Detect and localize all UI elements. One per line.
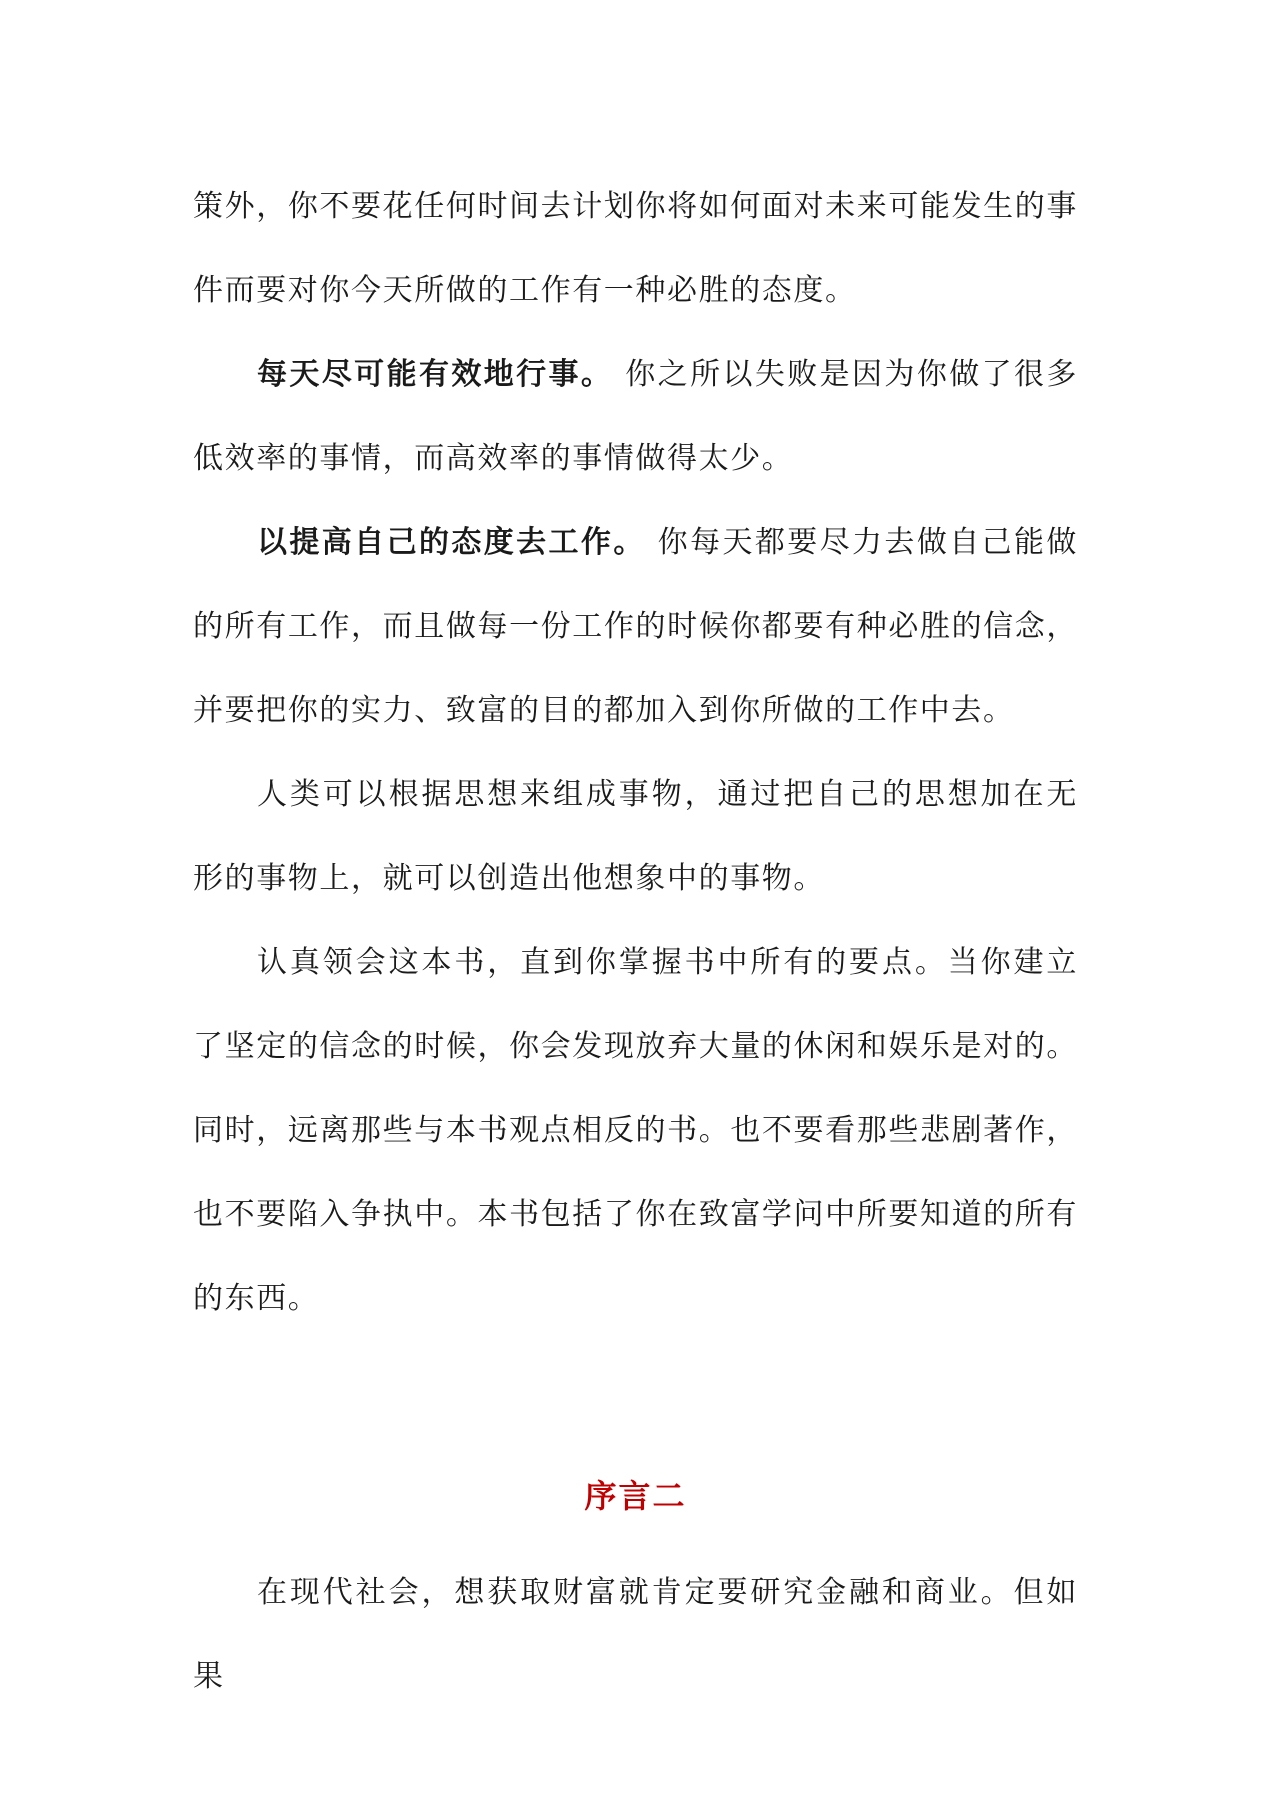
paragraph-3-text: 你每天都要尽力去做自己能做的所有工作，而且做每一份工作的时候你都要有种必胜的信念，并要把你的实力、致富的目的都加入到你所做的工作中去。 (193, 525, 1078, 728)
paragraph-2 (193, 333, 1078, 501)
paragraph-3 (193, 501, 1078, 753)
paragraph-2-lead: 每天尽可能有效地行事。 (257, 357, 614, 392)
paragraph-5 (193, 921, 1078, 1341)
paragraph-4-text: 人类可以根据思想来组成事物，通过把自己的思想加在无形的事物上，就可以创造出他想象中的事物。 (193, 777, 1078, 896)
closing-paragraph (193, 1551, 1078, 1719)
paragraph-1-text: 策外，你不要花任何时间去计划你将如何面对未来可能发生的事件而要对你今天所做的工作有一种必胜的态度。 (193, 189, 1078, 308)
document-page (193, 165, 1078, 1719)
closing-paragraph-text: 在现代社会，想获取财富就肯定要研究金融和商业。但如果 (193, 1575, 1078, 1694)
paragraph-4 (193, 753, 1078, 921)
paragraph-5-text: 认真领会这本书，直到你掌握书中所有的要点。当你建立了坚定的信念的时候，你会发现放弃大量的休闲和娱乐是对的。同时，远离那些与本书观点相反的书。也不要看那些悲剧著作，也不要陷入争执中。本书包括了你在致富学问中所要知道的所有的东西。 (193, 945, 1078, 1316)
paragraph-1 (193, 165, 1078, 333)
section-heading: 序言二 (584, 1477, 687, 1515)
paragraph-3-lead: 以提高自己的态度去工作。 (257, 525, 646, 560)
paragraph-2-text: 你之所以失败是因为你做了很多低效率的事情，而高效率的事情做得太少。 (193, 357, 1078, 476)
